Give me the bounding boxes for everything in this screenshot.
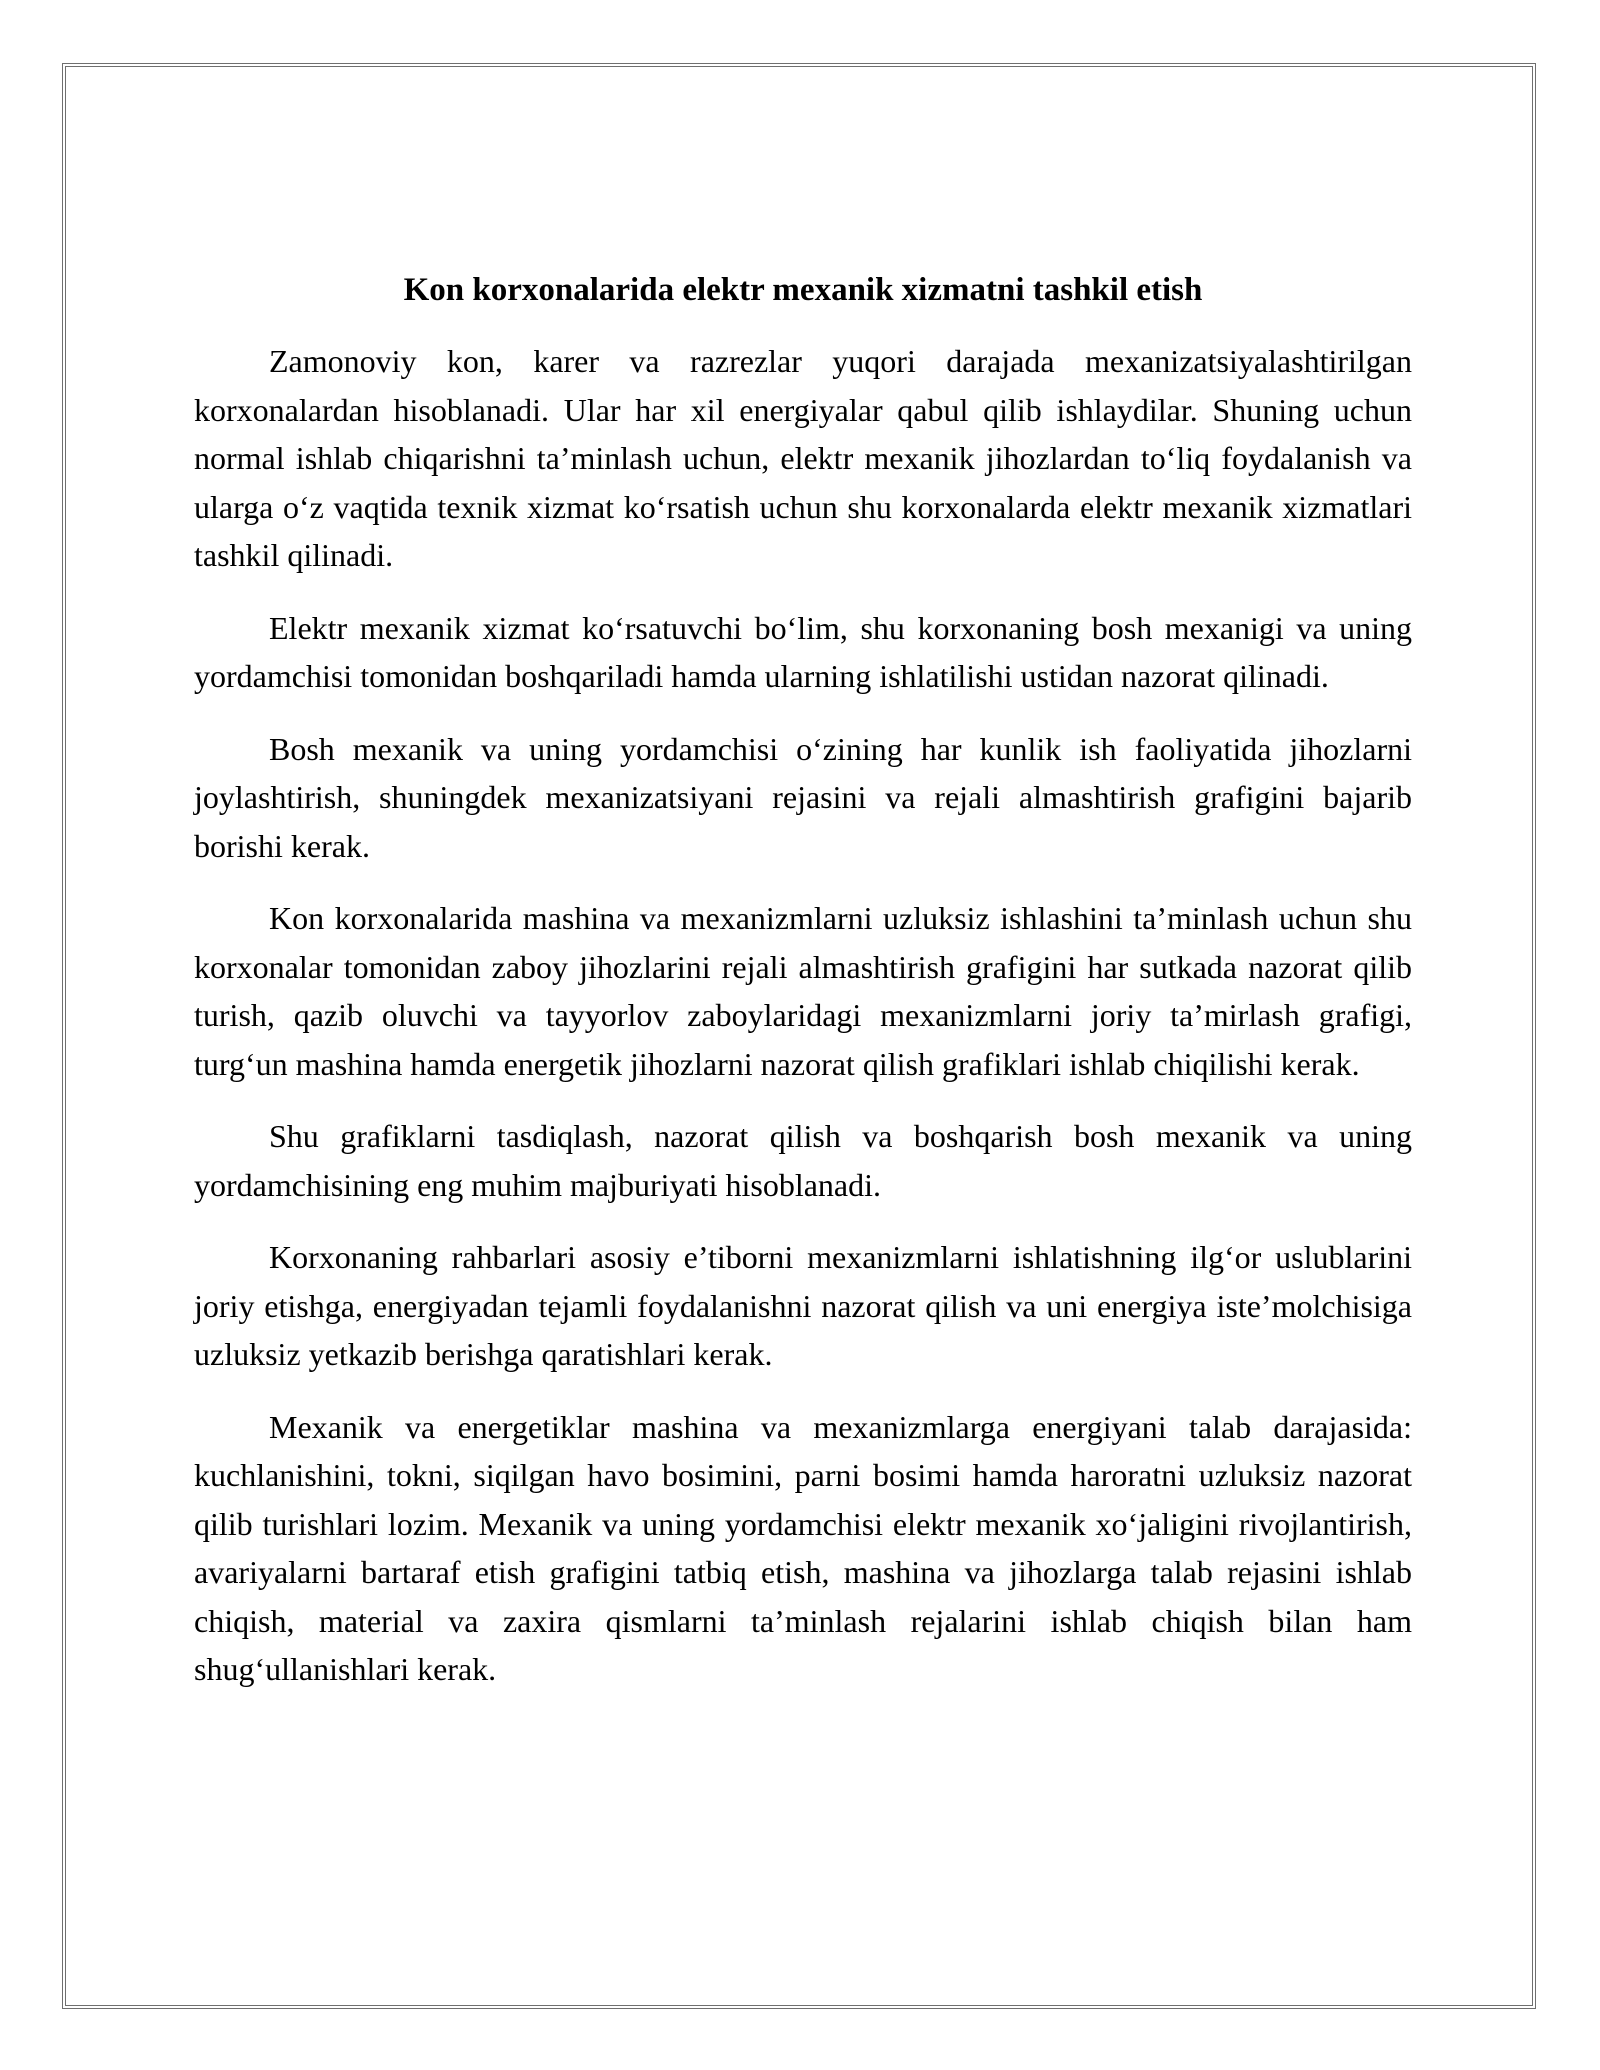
paragraph-3: Bosh mexanik va uning yordamchisi o‘zining har kunlik ish faoliyatida jihozlarni joylashtirish, shuningdek mexanizatsiyani rejasini va rejali almashtirish grafigini bajarib borishi kerak. — [194, 730, 1412, 864]
paragraph-6: Korxonaning rahbarlari asosiy e’tiborni mexanizmlarni ishlatishning ilg‘or uslublarini joriy etishga, energiyadan tejamli foydalanishni nazorat qilish va uni energiya iste’molchisiga uzluksiz yetkazib berishga qaratishlari kerak. — [194, 1239, 1412, 1372]
paragraph-7: Mexanik va energetiklar mashina va mexanizmlarga energiyani talab darajasida: kuchlanishini, tokni, siqilgan havo bosimini, parni bosimi hamda haroratni uzluksiz nazorat qilib turishlari lozim. Mexanik va uning yordamchisi elektr mexanik xo‘jaligini rivojlantirish, avariyalarni bartaraf etish grafigini tatbiq etish, mashina va jihozlarga talab rejasini ishlab chiqish, material va zaxira qismlarni ta’minlash rejalarini ishlab chiqish bilan ham shug‘ullanishlari kerak. — [194, 1408, 1412, 1687]
paragraph-2: Elektr mexanik xizmat ko‘rsatuvchi bo‘lim, shu korxonaning bosh mexanigi va uning yordamchisi tomonidan boshqariladi hamda ularning ishlatilishi ustidan nazorat qilinadi. — [194, 609, 1412, 694]
page-border — [62, 63, 1536, 2009]
paragraph-1: Zamonoviy kon, karer va razrezlar yuqori darajada mexanizatsiyalashtirilgan korxonalardan hisoblanadi. Ular har xil energiyalar qabul qilib ishlaydilar. Shuning uchun normal ishlab chiqarishni ta’minlash uchun, elektr mexanik jihozlardan to‘liq foydalanish va ularga o‘z vaqtida texnik xizmat ko‘rsatish uchun shu korxonalarda elektr mexanik xizmatlari tashkil qilinadi. — [194, 343, 1412, 573]
document-body — [194, 267, 1412, 1718]
document-title: Kon korxonalarida elektr mexanik xizmatni tashkil etish — [403, 272, 1203, 308]
paragraph-5: Shu grafiklarni tasdiqlash, nazorat qilish va boshqarish bosh mexanik va uning yordamchisining eng muhim majburiyati hisoblanadi. — [194, 1118, 1412, 1203]
paragraph-4: Kon korxonalarida mashina va mexanizmlarni uzluksiz ishlashini ta’minlash uchun shu korxonalar tomonidan zaboy jihozlarini rejali almashtirish grafigini har sutkada nazorat qilib turish, qazib oluvchi va tayyorlov zaboylaridagi mexanizmlarni joriy ta’mirlash grafigi, turg‘un mashina hamda energetik jihozlarni nazorat qilish grafiklari ishlab chiqilishi kerak. — [194, 900, 1412, 1082]
